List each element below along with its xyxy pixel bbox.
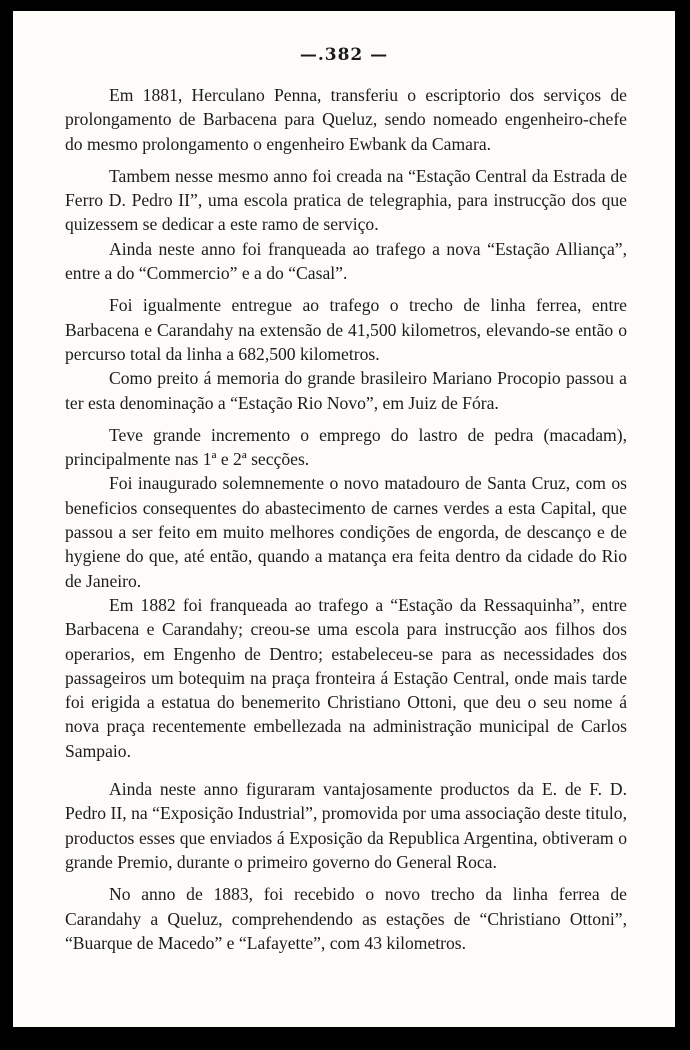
page-number: —.382 — [299, 45, 389, 65]
paragraph-mariano-procopio: Como preito á memoria do grande brasileiro Mariano Procopio passou a ter esta denominação a “Estação Rio Novo”, em Juiz de Fóra. [65, 368, 627, 413]
paragraph-1881-penna: Em 1881, Herculano Penna, transferiu o escriptorio dos serviços de prolongamento de Barbacena para Queluz, sendo nomeado engenheiro-chefe do mesmo prolongamento o engenheiro Ewbank da Camara. [65, 85, 627, 154]
paragraph-estacao-allianca: Ainda neste anno foi franqueada ao trafego a nova “Estação Alliança”, entre a do “Commercio” e a do “Casal”. [65, 238, 627, 284]
paragraph-matadouro-santa-cruz: Foi inaugurado solemnemente o novo matadouro de Santa Cruz, com os beneficios consequentes do abastecimento de carnes verdes a esta Capital, que passou a ser feito em muito melhores condições de engorda, de descanço e de hygiene do que, até então, quando a matança era feita dentro da cidade do Rio de Janeiro. [65, 473, 627, 591]
paragraph-exposicao-industrial: Ainda neste anno figuraram vantajosamente productos da E. de F. D. Pedro II, na “Exposição Industrial”, promovida por uma associação deste titulo, productos esses que enviados á Exposição da Republica Argentina, obtiveram o grande Premio, durante o primeiro governo do General Roca. [65, 779, 627, 872]
paragraph-macadam: Teve grande incremento o emprego do lastro de pedra (macadam), principalmente nas 1ª e 2ª secções. [65, 424, 627, 470]
paragraph-1883-queluz: No anno de 1883, foi recebido o novo trecho da linha ferrea de Carandahy a Queluz, comprehendendo as estações de “Christiano Ottoni”, “Buarque de Macedo” e “Lafayette”, com 43 kilometros. [65, 884, 627, 953]
paragraph-1882-ressaquinha: Em 1882 foi franqueada ao trafego a “Estação da Ressaquinha”, entre Barbacena e Carandahy; creou-se uma escola para instrucção aos filhos dos operarios, em Engenho de Dentro; estabeleceu-se para as necessidades dos passageiros um botequim na praça fronteira á Estação Central, onde mais tarde foi erigida a estatua do benemerito Christiano Ottoni, que deu o seu nome á nova praça recentemente embellezada na administração municipal de Carlos Sampaio. [65, 594, 627, 761]
document-body [65, 83, 627, 955]
paragraph-telegraphia-school: Tambem nesse mesmo anno foi creada na “Estação Central da Estrada de Ferro D. Pedro II”, uma escola pratica de telegraphia, para instrucção dos que quizessem se dedicar a este ramo de serviço. [65, 165, 627, 235]
paragraph-barbacena-carandahy: Foi igualmente entregue ao trafego o trecho de linha ferrea, entre Barbacena e Carandahy na extensão de 41,500 kilometros, elevando-se então o percurso total da linha a 682,500 kilometros. [65, 295, 627, 364]
document-page [10, 8, 678, 1030]
